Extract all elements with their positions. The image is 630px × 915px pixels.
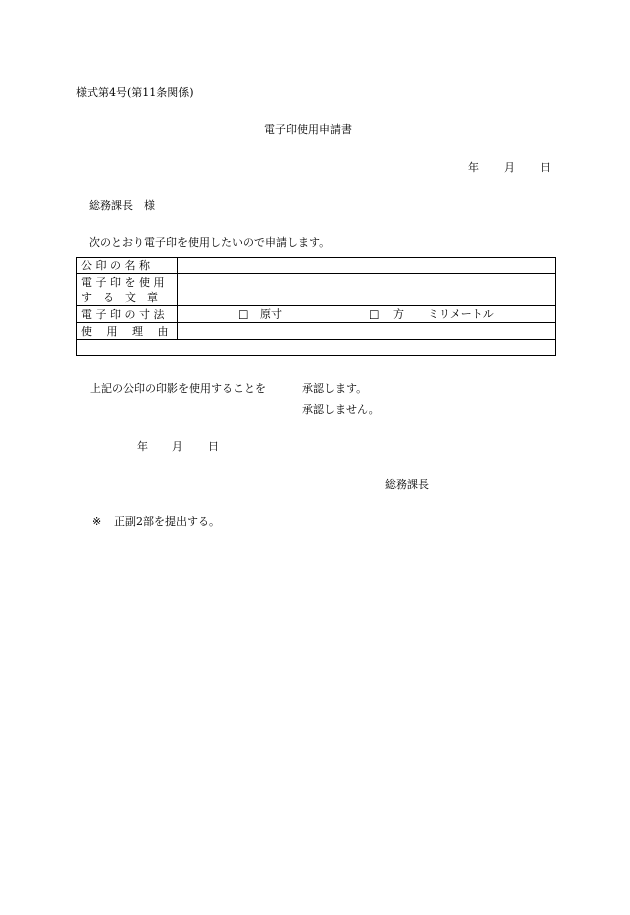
original-size-label: 原寸 [260,307,282,321]
signer-title: 総務課長 [385,478,429,491]
application-table [76,257,556,356]
document-title: 電子印使用申請書 [264,123,352,136]
document-label: 電 子 印 を 使 用 す る 文 章 [77,274,178,306]
square-size-label: 方 [393,307,404,321]
disapprove-option: 承認しません。 [302,403,380,416]
approval-sentence: 上記の公印の印影を使用することを [90,382,266,395]
table-row [77,258,556,274]
note-text: 正副2部を提出する。 [114,515,220,528]
seal-name-field[interactable] [178,258,556,274]
table-row [77,306,556,323]
reason-field[interactable] [178,323,556,340]
approval-month-label: 月 [172,440,183,453]
reason-label: 使 用 理 由 [77,323,178,340]
original-size-checkbox[interactable]: □ [238,307,249,321]
unit-label: ミリメートル [428,307,494,321]
intro-text: 次のとおり電子印を使用したいので申請します。 [89,236,331,249]
approve-option: 承認します。 [302,382,368,395]
addressee: 総務課長 様 [89,199,155,212]
table-row [77,340,556,356]
document-field[interactable] [178,274,556,306]
reason-detail-field[interactable] [77,340,556,356]
date-month-label: 月 [504,161,515,174]
square-size-checkbox[interactable]: □ [369,307,380,321]
date-year-label: 年 [468,161,479,174]
note-mark: ※ [92,515,102,528]
table-row [77,323,556,340]
seal-name-label: 公 印 の 名 称 [77,258,178,274]
table-row [77,274,556,306]
form-number: 様式第4号(第11条関係) [76,86,194,99]
seal-size-label: 電 子 印 の 寸 法 [77,306,178,323]
approval-year-label: 年 [137,440,148,453]
seal-size-field [178,306,556,323]
date-day-label: 日 [540,161,551,174]
approval-day-label: 日 [208,440,219,453]
